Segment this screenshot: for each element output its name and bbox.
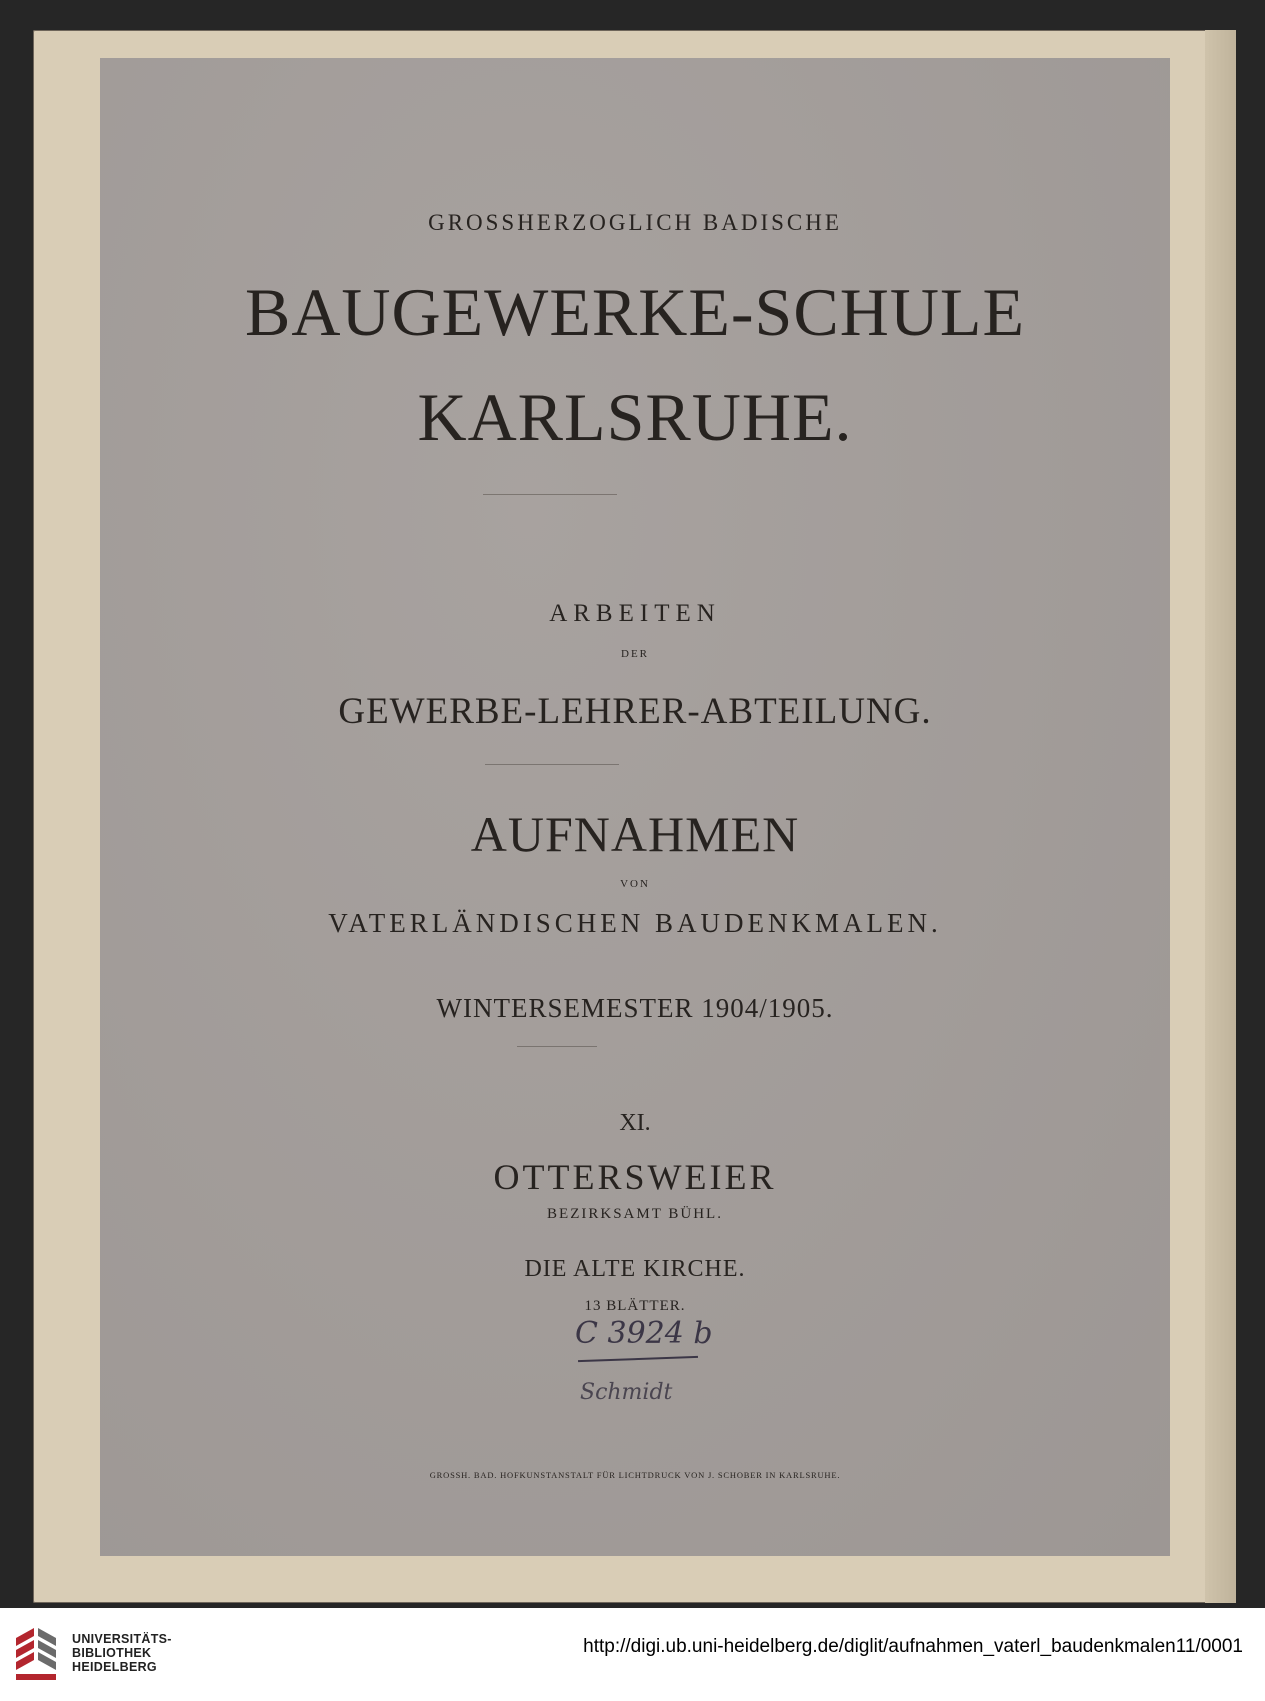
- permalink-url[interactable]: http://digi.ub.uni-heidelberg.de/diglit/aufnahmen_vaterl_baudenkmalen11/0001: [583, 1636, 1243, 1657]
- semester-label: WINTERSEMESTER 1904/1905.: [436, 993, 834, 1023]
- handwritten-name: Schmidt: [580, 1380, 673, 1405]
- publisher-overline: GROSSHERZOGLICH BADISCHE: [428, 210, 842, 235]
- library-logo-icon: [12, 1626, 62, 1682]
- divider-rule: [517, 1046, 597, 1047]
- department-title: GEWERBE-LEHRER-ABTEILUNG.: [338, 691, 932, 732]
- building-title: DIE ALTE KIRCHE.: [524, 1256, 746, 1282]
- subject-title: AUFNAHMEN: [470, 806, 800, 862]
- works-label: ARBEITEN: [549, 600, 721, 627]
- library-name-line: HEIDELBERG: [72, 1660, 157, 1674]
- printer-imprint: GROSSH. BAD. HOFKUNSTANSTALT FÜR LICHTDRUCK VON J. SCHOBER IN KARLSRUHE.: [429, 1470, 841, 1480]
- handwritten-underline: [578, 1356, 698, 1362]
- subject-detail: VATERLÄNDISCHEN BAUDENKMALEN.: [328, 908, 942, 938]
- district-label: BEZIRKSAMT BÜHL.: [547, 1206, 723, 1222]
- divider-rule: [485, 764, 619, 765]
- library-name-line: BIBLIOTHEK: [72, 1646, 152, 1660]
- school-title: BAUGEWERKE-SCHULE: [244, 274, 1026, 350]
- title-sheet: [100, 58, 1170, 1556]
- library-name: [72, 1632, 172, 1674]
- handwritten-shelfmark: C 3924 b: [575, 1316, 713, 1351]
- place-title: OTTERSWEIER: [493, 1157, 777, 1197]
- city-title: KARLSRUHE.: [417, 379, 853, 455]
- von-label: VON: [620, 878, 650, 890]
- cardboard-edge: [1205, 30, 1236, 1603]
- viewer-footer: [0, 1608, 1265, 1701]
- sheet-count: 13 BLÄTTER.: [584, 1298, 686, 1314]
- volume-number: XI.: [619, 1110, 651, 1136]
- library-name-line: UNIVERSITÄTS-: [72, 1632, 172, 1646]
- divider-rule: [483, 494, 617, 495]
- der-label: DER: [621, 648, 649, 660]
